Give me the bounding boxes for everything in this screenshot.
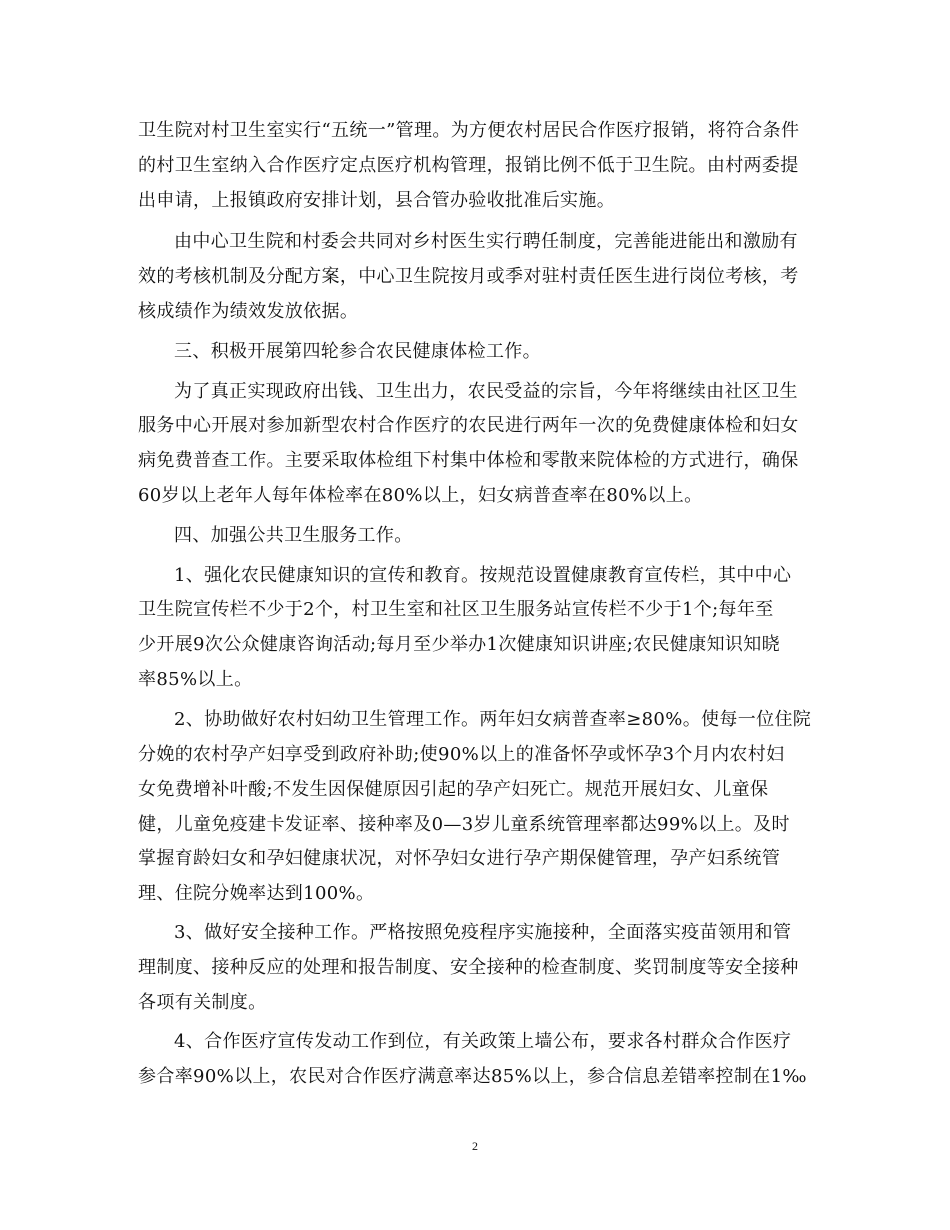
- text-line: 为了真正实现政府出钱、卫生出力，农民受益的宗旨，今年将继续由社区卫生: [174, 381, 798, 402]
- text-line: 分娩的农村孕产妇享受到政府补助;使90%以上的准备怀孕或怀孕3个月内农村妇: [138, 744, 785, 765]
- text-line: 由中心卫生院和村委会共同对乡村医生实行聘任制度，完善能进能出和激励有: [174, 231, 798, 252]
- section-heading: 三、积极开展第四轮参合农民健康体检工作。: [174, 341, 541, 362]
- section-heading: 四、加强公共卫生服务工作。: [174, 525, 413, 546]
- text-line: 女免费增补叶酸;不发生因保健原因引起的孕产妇死亡。规范开展妇女、儿童保: [138, 779, 769, 800]
- text-line: 各项有关制度。: [138, 992, 267, 1013]
- text-line: 少开展9次公众健康咨询活动;每月至少举办1次健康知识讲座;农民健康知识知晓: [138, 634, 780, 655]
- text-line: 病免费普查工作。主要采取体检组下村集中体检和零散来院体检的方式进行，确保: [138, 450, 799, 471]
- text-line: 健，儿童免疫建卡发证率、接种率及0—3岁儿童系统管理率都达99%以上。及时: [138, 814, 790, 835]
- text-line: 核成绩作为绩效发放依据。: [138, 301, 359, 322]
- text-line: 1、强化农民健康知识的宣传和教育。按规范设置健康教育宣传栏，其中中心: [174, 565, 792, 586]
- text-line: 卫生院对村卫生室实行“五统一”管理。为方便农村居民合作医疗报销，将符合条件: [138, 120, 800, 141]
- text-line: 率85%以上。: [138, 669, 253, 690]
- text-line: 2、协助做好农村妇幼卫生管理工作。两年妇女病普查率≥80%。使每一位住院: [174, 709, 812, 730]
- text-line: 理、住院分娩率达到100%。: [138, 883, 375, 904]
- text-line: 掌握育龄妇女和孕妇健康状况，对怀孕妇女进行孕产期保健管理，孕产妇系统管: [138, 848, 781, 869]
- page-number: 2: [472, 1139, 478, 1153]
- text-line: 4、合作医疗宣传发动工作到位，有关政策上墙公布，要求各村群众合作医疗: [174, 1031, 792, 1052]
- text-line: 的村卫生室纳入合作医疗定点医疗机构管理，报销比例不低于卫生院。由村两委提: [138, 155, 799, 176]
- text-line: 60岁以上老年人每年体检率在80%以上，妇女病普查率在80%以上。: [138, 485, 703, 506]
- text-line: 服务中心开展对参加新型农村合作医疗的农民进行两年一次的免费健康体检和妇女: [138, 415, 799, 436]
- text-line: 效的考核机制及分配方案，中心卫生院按月或季对驻村责任医生进行岗位考核，考: [138, 266, 799, 287]
- text-line: 理制度、接种反应的处理和报告制度、安全接种的检查制度、奖罚制度等安全接种: [138, 957, 799, 978]
- text-line: 卫生院宣传栏不少于2个，村卫生室和社区卫生服务站宣传栏不少于1个;每年至: [138, 599, 774, 620]
- text-line: 出申请，上报镇政府安排计划，县合管办验收批准后实施。: [138, 190, 616, 211]
- text-line: 参合率90%以上，农民对合作医疗满意率达85%以上，参合信息差错率控制在1‰: [138, 1066, 807, 1087]
- text-line: 3、做好安全接种工作。严格按照免疫程序实施接种，全面落实疫苗领用和管: [174, 922, 792, 943]
